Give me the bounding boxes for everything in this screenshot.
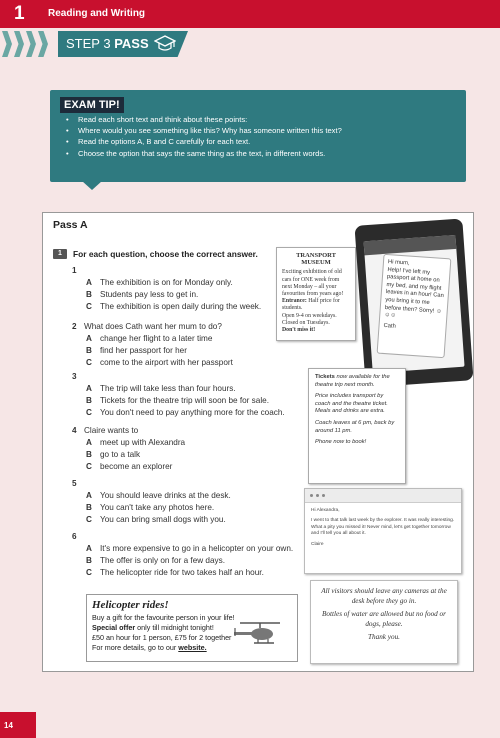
exam-tip-list	[66, 114, 456, 159]
answer-option[interactable]	[86, 438, 185, 447]
option-letter: A	[86, 334, 92, 343]
answer-option[interactable]	[86, 302, 261, 311]
question-number: 1	[72, 266, 77, 275]
answer-option[interactable]	[86, 556, 225, 565]
exam-tip-tail	[82, 181, 102, 190]
option-text: It's more expensive to go in a helicopter on your own.	[100, 544, 294, 553]
option-text: Tickets for the theatre trip will soon be for sale.	[100, 396, 269, 405]
option-text: go to a talk	[100, 450, 141, 459]
option-letter: A	[86, 491, 92, 500]
answer-option[interactable]	[86, 515, 226, 524]
museum-entrance	[282, 298, 350, 312]
option-letter: C	[86, 408, 92, 417]
option-letter: B	[86, 503, 92, 512]
question-number: 6	[72, 532, 77, 541]
answer-option[interactable]	[86, 384, 236, 393]
dot-icon	[316, 494, 319, 497]
option-letter: A	[86, 384, 92, 393]
step-label: PASS	[114, 36, 149, 51]
answer-option[interactable]	[86, 503, 214, 512]
answer-option[interactable]	[86, 278, 233, 287]
option-letter: A	[86, 438, 92, 447]
exam-tip-point: • Read each short text and think about these points:	[66, 114, 456, 125]
option-letter: B	[86, 290, 92, 299]
museum-hours: Open 9-4 on weekdays. Closed on Tuesdays.	[282, 312, 337, 326]
tickets-intro	[315, 374, 399, 389]
answer-option[interactable]	[86, 450, 140, 459]
answer-option[interactable]	[86, 408, 285, 417]
option-letter: A	[86, 278, 92, 287]
exam-tip-point: • Choose the option that says the same thing as the text, in different words.	[66, 148, 456, 159]
tickets-line: now available for the theatre trip next month.	[315, 374, 390, 388]
pass-title: Pass A	[53, 219, 88, 231]
question-number: 2	[72, 322, 77, 331]
question-text: Claire wants to	[84, 426, 139, 435]
question-text: What does Cath want her mum to do?	[84, 322, 222, 331]
answer-option[interactable]	[86, 544, 293, 553]
answer-option[interactable]	[86, 396, 269, 405]
text-message	[377, 254, 452, 358]
chevron-icon	[14, 31, 24, 57]
graduation-cap-icon	[154, 34, 176, 54]
answer-option[interactable]	[86, 491, 231, 500]
dot-icon	[310, 494, 313, 497]
tickets-line: Coach leaves at 6 pm, back by around 11 pm.	[315, 419, 395, 434]
offer-text: only till midnight tonight!	[135, 623, 214, 632]
option-text: The offer is only on for a few days.	[100, 556, 225, 565]
offer-label: Special offer	[92, 623, 136, 632]
option-text: You can't take any photos here.	[100, 503, 215, 512]
answer-option[interactable]	[86, 568, 264, 577]
chevron-icon	[26, 31, 36, 57]
option-text: You can bring small dogs with you.	[100, 515, 226, 524]
advert-title: Helicopter rides!	[92, 599, 169, 611]
sign-line: Bottles of water are allowed but no food or dogs, please.	[322, 610, 446, 628]
option-text: The helicopter ride for two takes half an hour.	[100, 568, 264, 577]
sign-line: All visitors should leave any cameras at the desk before they go in.	[321, 587, 447, 605]
page-number: 14	[4, 721, 13, 730]
option-text: You don't need to pay anything more for the coach.	[100, 408, 285, 417]
question-number: 3	[72, 372, 77, 381]
option-text: change her flight to a later time	[100, 334, 213, 343]
email-greeting: Hi Alexandra,	[311, 508, 340, 513]
tickets-notice	[308, 368, 406, 484]
chevron-icon	[38, 31, 48, 57]
entrance-label: Entrance:	[282, 298, 307, 305]
step-title	[66, 36, 149, 51]
question-badge: 1	[53, 249, 67, 259]
question-number: 5	[72, 479, 77, 488]
option-letter: A	[86, 544, 92, 553]
tickets-title: Tickets	[315, 374, 335, 380]
helicopter-icon	[232, 620, 288, 646]
museum-miss: Don't miss it!	[282, 327, 316, 334]
option-letter: C	[86, 515, 92, 524]
message-sign: Cath	[383, 322, 396, 330]
answer-option[interactable]	[86, 290, 198, 299]
email-sign: Claire	[311, 541, 324, 547]
option-text: The exhibition is on for Monday only.	[100, 278, 233, 287]
option-letter: B	[86, 450, 92, 459]
dot-icon	[322, 494, 325, 497]
answer-option[interactable]	[86, 462, 172, 471]
museum-notice	[276, 247, 356, 341]
option-text: The exhibition is open daily during the week.	[100, 302, 262, 311]
unit-number: 1	[14, 3, 25, 24]
museum-text: Exciting exhibition of old cars for ONE week from next Monday – all your favourites from years ago!	[282, 269, 344, 298]
option-letter: B	[86, 556, 92, 565]
exam-tip-point: • Where would you see something like this? Why has someone written this text?	[66, 125, 456, 136]
option-letter: C	[86, 358, 92, 367]
answer-option[interactable]	[86, 334, 212, 343]
exam-tip-point: • Read the options A, B and C carefully for each text.	[66, 136, 456, 147]
exam-tip-title: EXAM TIP!	[60, 97, 124, 113]
chevron-icon	[2, 31, 12, 57]
entrance-text: Half price for students.	[282, 298, 340, 312]
question-instruction: For each question, choose the correct answer.	[73, 249, 258, 259]
advert-line: £50 an hour for 1 person, £75 for 2 together	[92, 633, 232, 642]
chevron-decoration	[0, 31, 60, 57]
tickets-line: Phone now to book!	[315, 439, 367, 446]
phone-header	[364, 235, 457, 255]
option-letter: C	[86, 302, 92, 311]
option-text: come to the airport with her passport	[100, 358, 233, 367]
details-text: For more details, go to our	[92, 643, 179, 652]
option-text: meet up with Alexandra	[100, 438, 186, 447]
museum-sign	[310, 580, 458, 664]
answer-option[interactable]	[86, 358, 233, 367]
email-window	[304, 488, 462, 574]
email-text: I went to that talk last week by the explorer. It was really interesting. What a pity you missed it! Never mind, let's get together tomorrow and I'll tell you all about it.	[311, 518, 455, 537]
option-text: The trip will take less than four hours.	[100, 384, 236, 393]
option-letter: B	[86, 396, 92, 405]
unit-title: Reading and Writing	[48, 8, 146, 19]
option-text: find her passport for her	[100, 346, 187, 355]
option-letter: B	[86, 346, 92, 355]
advert-line: Buy a gift for the favourite person in your life!	[92, 613, 235, 622]
tickets-line: Price includes transport by coach and the theatre ticket. Meals and drinks are extra.	[315, 393, 388, 415]
message-body: Help! I've left my passport at home on my bed, and my flight leaves in an hour! Can you bring it to me before then? Sorry! ☺☺☺	[384, 266, 444, 319]
step-prefix: STEP 3	[66, 36, 111, 51]
option-text: You should leave drinks at the desk.	[100, 491, 231, 500]
email-toolbar	[305, 489, 461, 503]
museum-title: TRANSPORT MUSEUM	[296, 252, 336, 267]
option-letter: C	[86, 568, 92, 577]
message-greeting: Hi mum,	[387, 259, 410, 267]
option-letter: C	[86, 462, 92, 471]
question-number: 4	[72, 426, 77, 435]
answer-option[interactable]	[86, 346, 187, 355]
email-body	[305, 503, 461, 557]
option-text: become an explorer	[100, 462, 173, 471]
website-link[interactable]: website.	[178, 643, 207, 652]
option-text: Students pay less to get in.	[100, 290, 199, 299]
sign-line: Thank you.	[368, 633, 400, 642]
